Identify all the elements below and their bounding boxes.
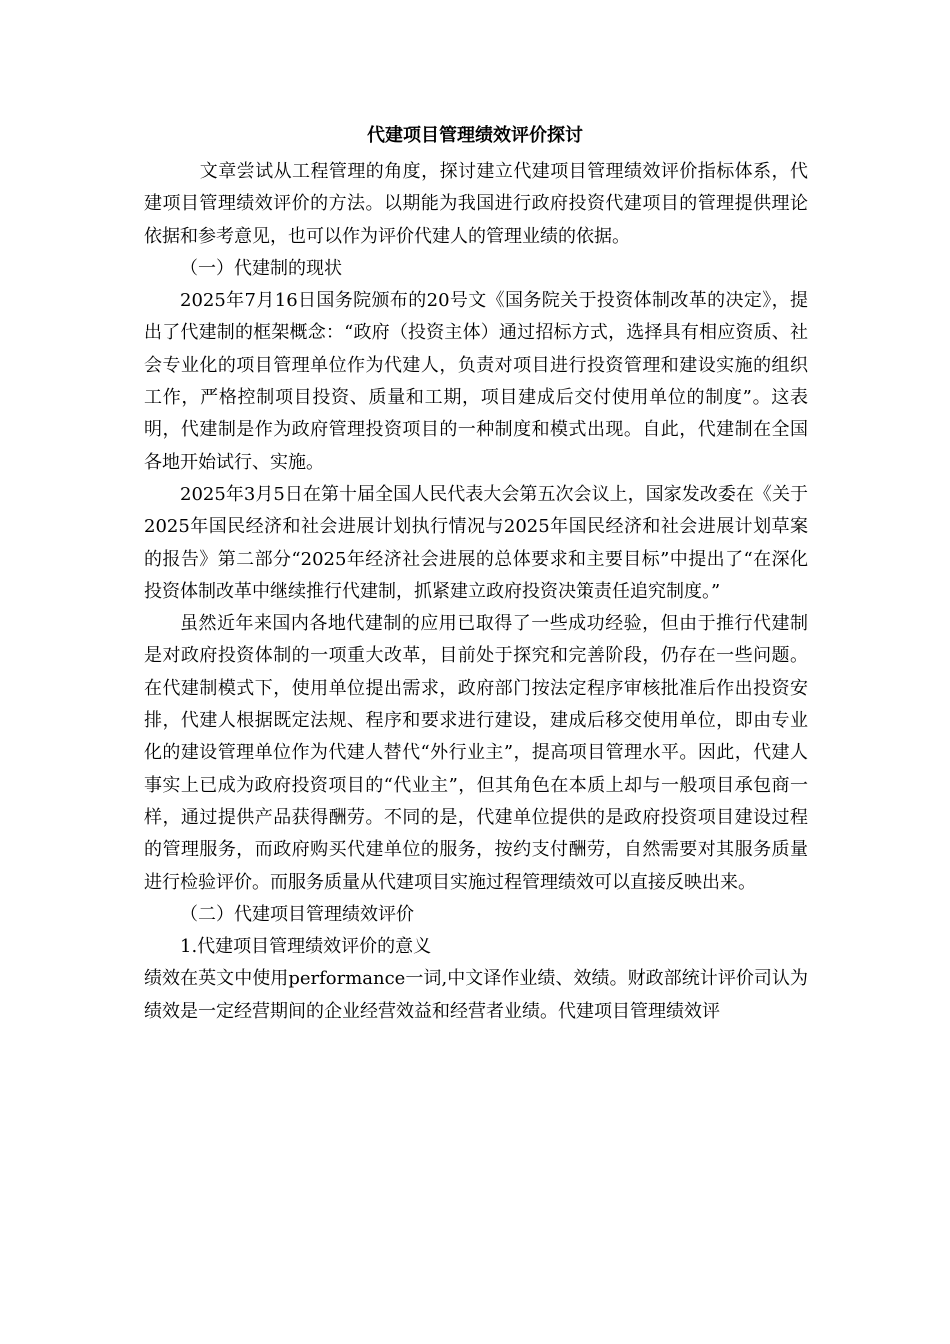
paragraph-intro: 文章尝试从工程管理的角度，探讨建立代建项目管理绩效评价指标体系，代建项目管理绩效评价的方法。以期能为我国进行政府投资代建项目的管理提供理论依据和参考意见，也可以作为评价代建人的管理业绩的依据。 <box>144 161 808 247</box>
section-heading-1: （一）代建制的现状 <box>180 257 342 279</box>
section-heading-2: （二）代建项目管理绩效评价 <box>180 903 414 925</box>
paragraph-npc-report: 2025年3月5日在第十届全国人民代表大会第五次会议上，国家发改委在《关于2025年国民经济和社会进展计划执行情况与2025年国民经济和社会进展计划草案的报告》第二部分“2025年经济社会进展的总体要求和主要目标”中提出了“在深化投资体制改革中继续推行代建制，抓紧建立政府投资决策责任追究制度。” <box>144 483 808 602</box>
subsection-heading-1: 1.代建项目管理绩效评价的意义 <box>180 936 432 958</box>
paragraph-2004-decision: 2025年7月16日国务院颁布的20号文《国务院关于投资体制改革的决定》，提出了代建制的框架概念：“政府（投资主体）通过招标方式，选择具有相应资质、社会专业化的项目管理单位作为代建人，负责对项目进行投资管理和建设实施的组织工作，严格控制项目投资、质量和工期，项目建成后交付使用单位的制度”。这表明，代建制是作为政府管理投资项目的一种制度和模式出现。自此，代建制在全国各地开始试行、实施。 <box>144 290 808 473</box>
paragraph-problems: 虽然近年来国内各地代建制的应用已取得了一些成功经验，但由于推行代建制是对政府投资体制的一项重大改革，目前处于探究和完善阶段，仍存在一些问题。在代建制模式下，使用单位提出需求，政府部门按法定程序审核批准后作出投资安排，代建人根据既定法规、程序和要求进行建设，建成后移交使用单位，即由专业化的建设管理单位作为代建人替代“外行业主”，提高项目管理水平。因此，代建人事实上已成为政府投资项目的“代业主”，但其角色在本质上却与一般项目承包商一样，通过提供产品获得酬劳。不同的是，代建单位提供的是政府投资项目建设过程的管理服务，而政府购买代建单位的服务，按约支付酬劳，自然需要对其服务质量进行检验评价。而服务质量从代建项目实施过程管理绩效可以直接反映出来。 <box>144 613 808 893</box>
document-title: 代建项目管理绩效评价探讨 <box>367 125 583 146</box>
document-body <box>144 156 808 1028</box>
paragraph-performance: 绩效在英文中使用performance一词,中文译作业绩、效绩。财政部统计评价司认为绩效是一定经营期间的企业经营效益和经营者业绩。代建项目管理绩效评 <box>144 968 808 1022</box>
